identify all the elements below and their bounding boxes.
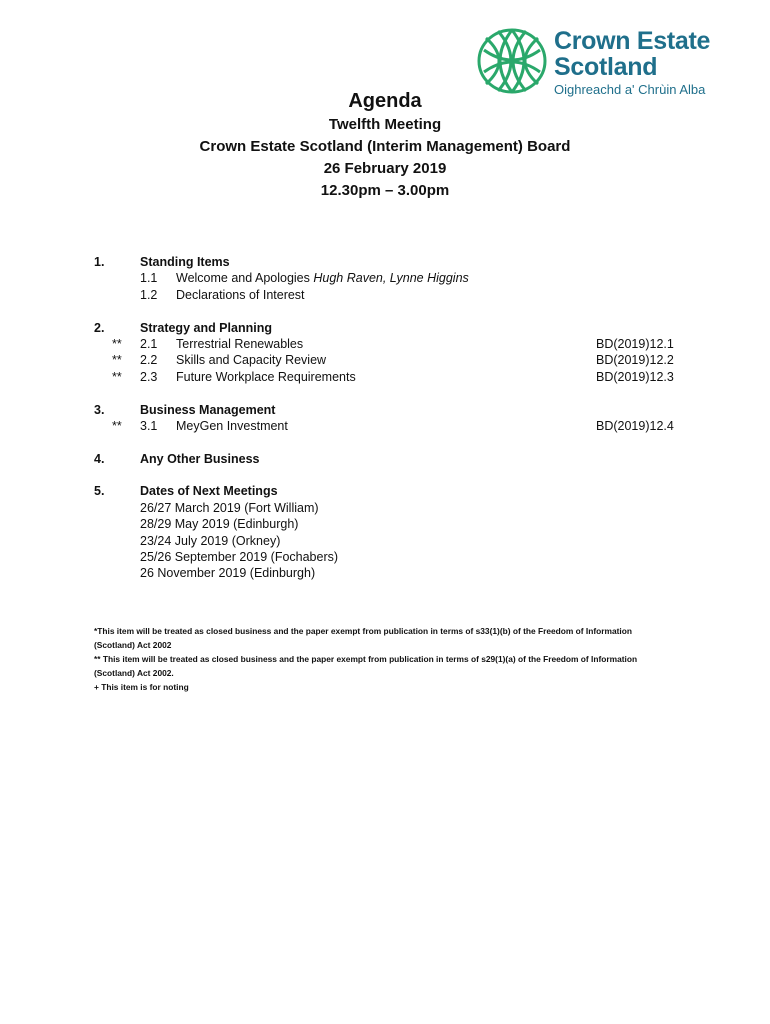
section-heading: Business Management [140, 402, 276, 417]
closed-business-marker: ** [112, 369, 122, 384]
paper-reference: BD(2019)12.4 [596, 418, 674, 433]
paper-reference: BD(2019)12.3 [596, 369, 674, 384]
footnote-closed-s33: *This item will be treated as closed business and the paper exempt from publication in terms of s33(1)(b) of the Freedom of Information [94, 626, 632, 636]
footnote-closed-s33-cont: (Scotland) Act 2002 [94, 640, 172, 650]
item-number: 3.1 [140, 418, 158, 433]
item-number: 1.2 [140, 287, 158, 302]
footnotes [94, 624, 694, 694]
section-strategy-planning [0, 320, 770, 386]
agenda-item-row [0, 418, 770, 434]
section-heading: Any Other Business [140, 451, 260, 466]
item-text [176, 270, 469, 286]
footnote-closed-s29-cont: (Scotland) Act 2002. [94, 668, 174, 678]
meeting-date-row [0, 549, 770, 565]
item-text: Declarations of Interest [176, 287, 305, 302]
section-heading-row [0, 483, 770, 499]
section-heading-row [0, 451, 770, 467]
section-business-management [0, 402, 770, 435]
meeting-date: 26 February 2019 [323, 160, 447, 177]
footnote-closed-s29: ** This item will be treated as closed business and the paper exempt from publication in terms of s29(1)(a) of the Freedom of Information [94, 654, 638, 664]
section-number: 3. [94, 402, 105, 417]
section-number: 1. [94, 255, 105, 269]
closed-business-marker: ** [112, 418, 122, 433]
next-meeting-date: 25/26 September 2019 (Fochabers) [140, 550, 339, 565]
section-heading-row [0, 402, 770, 418]
meeting-time: 12.30pm – 3.00pm [320, 182, 450, 199]
title-block [0, 88, 770, 202]
footnote-noting: + This item is for noting [94, 682, 189, 692]
section-number: 2. [94, 320, 105, 335]
next-meeting-date: 26 November 2019 (Edinburgh) [140, 566, 316, 581]
section-heading-row [0, 254, 770, 270]
item-text: Terrestrial Renewables [176, 336, 304, 351]
next-meeting-date: 26/27 March 2019 (Fort William) [140, 500, 319, 515]
section-heading: Standing Items [140, 255, 230, 269]
paper-reference: BD(2019)12.1 [596, 336, 674, 351]
next-meeting-date: 28/29 May 2019 (Edinburgh) [140, 517, 299, 532]
agenda-list [0, 254, 770, 582]
section-number: 5. [94, 484, 105, 499]
board-name: Crown Estate Scotland (Interim Management) Board [199, 138, 571, 155]
agenda-item-row [0, 336, 770, 352]
section-heading-row [0, 320, 770, 336]
item-number: 2.3 [140, 369, 158, 384]
closed-business-marker: ** [112, 353, 122, 368]
logo-mark-icon [476, 26, 548, 96]
item-number: 2.1 [140, 336, 158, 351]
next-meeting-date: 23/24 July 2019 (Orkney) [140, 533, 281, 548]
logo-line-2: Scotland [554, 53, 658, 81]
agenda-item-row [0, 270, 770, 286]
item-number: 1.1 [140, 271, 158, 286]
meeting-date-row [0, 516, 770, 532]
item-text: Skills and Capacity Review [176, 353, 327, 368]
section-heading: Strategy and Planning [140, 320, 272, 335]
meeting-date-row [0, 565, 770, 581]
meeting-number: Twelfth Meeting [328, 116, 442, 133]
logo-gaelic-subtitle: Oighreachd a' Chrùin Alba [554, 82, 706, 97]
section-heading: Dates of Next Meetings [140, 484, 278, 499]
agenda-item-row [0, 352, 770, 368]
agenda-item-row [0, 369, 770, 385]
item-label: Welcome and Apologies [176, 271, 314, 286]
paper-reference: BD(2019)12.2 [596, 353, 674, 368]
apologies-names: Hugh Raven, Lynne Higgins [313, 271, 469, 286]
section-any-other-business [0, 451, 770, 467]
meeting-date-row [0, 500, 770, 516]
agenda-item-row [0, 287, 770, 303]
section-next-meetings [0, 483, 770, 581]
closed-business-marker: ** [112, 336, 122, 351]
logo-line-1: Crown Estate [554, 27, 711, 55]
section-number: 4. [94, 451, 105, 466]
item-text: Future Workplace Requirements [176, 369, 356, 384]
item-text: MeyGen Investment [176, 418, 288, 433]
section-standing-items [0, 254, 770, 303]
meeting-date-row [0, 533, 770, 549]
page-title: Agenda [348, 90, 422, 112]
item-number: 2.2 [140, 353, 158, 368]
